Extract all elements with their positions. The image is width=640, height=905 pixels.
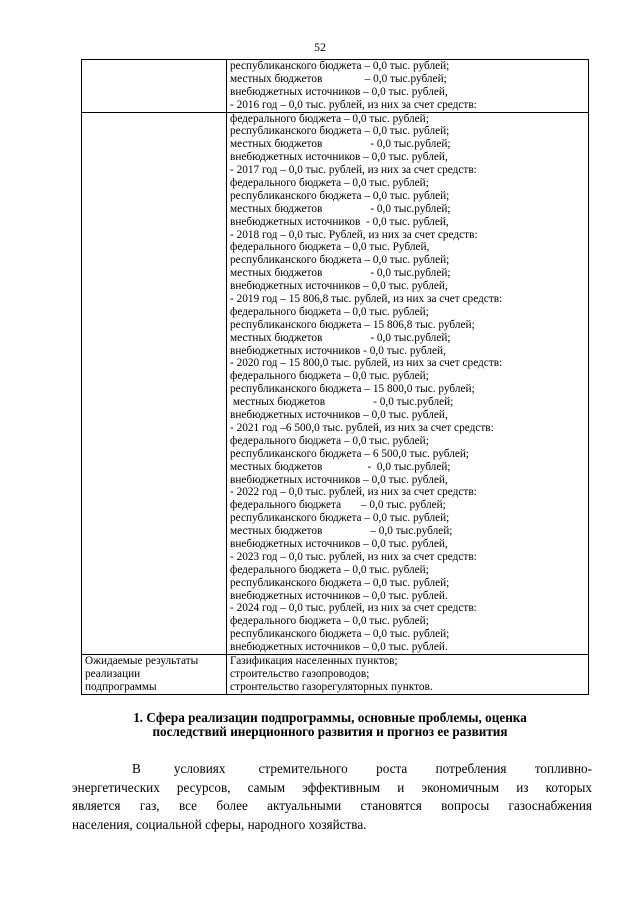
funding-line: федерального бюджета – 0,0 тыс. рублей; [230, 499, 446, 512]
funding-line: республиканского бюджета – 0,0 тыс. рублей; [230, 254, 450, 267]
table-row [82, 112, 589, 654]
page-number: 52 [314, 40, 326, 54]
funding-line: - 2021 год –6 500,0 тыс. рублей, из них за счет средств: [230, 421, 494, 434]
funding-line: республиканского бюджета – 6 500,0 тыс. рублей; [230, 447, 470, 460]
funding-line: федерального бюджета – 0,0 тыс. Рублей, [230, 241, 430, 254]
funding-line: федерального бюджета – 0,0 тыс. рублей; [230, 434, 429, 447]
funding-line: внебюджетных источников – 0,0 тыс. рублей, [230, 473, 448, 486]
section-heading-line-1: 1. Сфера реализации подпрограммы, основные проблемы, оценка [133, 710, 527, 725]
funding-line: внебюджетных источников - 0,0 тыс. рублей, [230, 344, 446, 357]
funding-line: Газификация населенных пунктов; [230, 654, 398, 667]
funding-line: местных бюджетов – 0,0 тыс.рублей; [230, 525, 453, 538]
row-label-line: реализации [85, 667, 141, 680]
funding-line: местных бюджетов - 0,0 тыс.рублей; [230, 396, 454, 409]
funding-line: республиканского бюджета – 0,0 тыс. рублей; [230, 189, 450, 202]
table-row [82, 654, 589, 694]
funding-line: строительство газопроводов; [230, 667, 370, 680]
row-content-cell [227, 654, 589, 694]
funding-line: республиканского бюджета – 15 800,0 тыс. рублей; [230, 383, 475, 396]
funding-line: республиканского бюджета – 15 806,8 тыс. рублей; [230, 318, 475, 331]
funding-line: внебюджетных источников – 0,0 тыс. рублей. [230, 641, 448, 654]
row-content-cell [227, 60, 589, 113]
funding-line: внебюджетных источников – 0,0 тыс. рублей, [230, 280, 448, 293]
section-heading [70, 711, 590, 739]
funding-line: стронтельство газорегуляторных пунктов. [230, 680, 433, 693]
funding-line: местных бюджетов – 0,0 тыс.рублей; [230, 72, 447, 85]
funding-line: внебюджетных источников – 0,0 тыс. рублей, [230, 85, 448, 98]
row-label-line: Ожидаемые результаты [85, 654, 199, 667]
funding-line: федерального бюджета – 0,0 тыс. рублей; [230, 177, 429, 190]
row-content-cell [227, 112, 589, 654]
funding-line: местных бюджетов - 0,0 тыс.рублей; [230, 202, 451, 215]
funding-line: внебюджетных источников – 0,0 тыс. рублей, [230, 537, 448, 550]
row-label-line: подпрограммы [85, 680, 157, 693]
funding-line: федерального бюджета – 0,0 тыс. рублей; [230, 370, 429, 383]
funding-table [81, 59, 589, 695]
table-row [82, 60, 589, 113]
funding-line: местных бюджетов - 0,0 тыс.рублей; [230, 267, 451, 280]
funding-line: федерального бюджета – 0,0 тыс. рублей; [230, 615, 429, 628]
funding-line: республиканского бюджета – 0,0 тыс. рублей; [230, 60, 450, 72]
funding-line: внебюджетных источников – 0,0 тыс. рублей, [230, 409, 448, 422]
funding-line: республиканского бюджета – 0,0 тыс. рублей; [230, 576, 450, 589]
row-label-cell [82, 654, 227, 694]
funding-line: - 2023 год – 0,0 тыс. рублей, из них за счет средств: [230, 550, 477, 563]
paragraph-line-2: энергетических ресурсов, самым эффективным и экономичным из которых [72, 779, 592, 795]
funding-line: республиканского бюджета – 0,0 тыс. рублей; [230, 125, 450, 138]
funding-line: республиканского бюджета – 0,0 тыс. рублей; [230, 628, 450, 641]
funding-line: - 2024 год – 0,0 тыс. рублей, из них за счет средств: [230, 602, 477, 615]
funding-line: федерального бюджета – 0,0 тыс. рублей; [230, 305, 429, 318]
paragraph-line-3: является газ, все более актуальными становятся вопросы газоснабжения [72, 798, 592, 813]
section-heading-line-2: последствий инерционного развития и прогноз ее развития [152, 724, 508, 739]
funding-line: внебюджетных источников – 0,0 тыс. рублей, [230, 151, 448, 164]
funding-line: - 2018 год – 0,0 тыс. Рублей, из них за счет средств: [230, 228, 478, 241]
row-label-cell [82, 60, 227, 113]
paragraph-line-4: населения, социальной сферы, народного хозяйства. [72, 816, 367, 832]
funding-line: местных бюджетов - 0,0 тыс.рублей; [230, 331, 451, 344]
body-paragraph [72, 760, 592, 834]
paragraph-line-1: В условиях стремительного роста потребления топливно- [132, 761, 592, 776]
funding-line: внебюджетных источников – 0,0 тыс. рублей. [230, 589, 448, 602]
funding-line: - 2022 год – 0,0 тыс. рублей, из них за счет средств: [230, 486, 477, 499]
funding-line: федерального бюджета – 0,0 тыс. рублей; [230, 112, 429, 125]
funding-line: внебюджетных источников - 0,0 тыс. рублей, [230, 215, 449, 228]
funding-line: - 2016 год – 0,0 тыс. рублей, из них за счет средств: [230, 98, 477, 111]
funding-line: - 2019 год – 15 806,8 тыс. рублей, из них за счет средств: [230, 293, 503, 306]
funding-line: - 2017 год – 0,0 тыс. рублей, из них за счет средств: [230, 164, 477, 177]
funding-line: федерального бюджета – 0,0 тыс. рублей; [230, 563, 429, 576]
funding-line: - 2020 год – 15 800,0 тыс. рублей, из них за счет средств: [230, 357, 503, 370]
funding-line: местных бюджетов - 0,0 тыс.рублей; [230, 138, 451, 151]
row-label-cell [82, 112, 227, 654]
funding-line: республиканского бюджета – 0,0 тыс. рублей; [230, 512, 450, 525]
funding-line: местных бюджетов - 0,0 тыс.рублей; [230, 460, 451, 473]
